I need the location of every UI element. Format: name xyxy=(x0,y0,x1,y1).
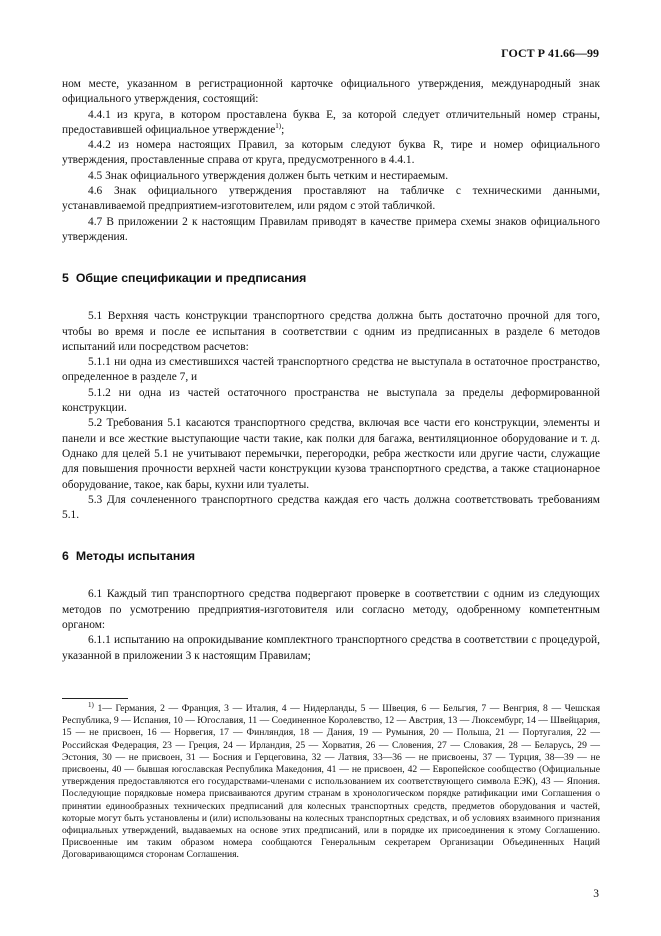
section-5-heading xyxy=(62,270,600,286)
section-5-number: 5 xyxy=(62,271,69,286)
spacer xyxy=(62,523,600,548)
page-number: 3 xyxy=(593,888,599,900)
paragraph-4-5: 4.5 Знак официального утверждения должен быть четким и нестираемым. xyxy=(88,169,449,182)
paragraph-6-1-1: 6.1.1 испытанию на опрокидывание комплектного транспортного средства в соответствии с процедурой, указанной в приложении 3 к настоящим Правилам; xyxy=(62,634,600,662)
spacer xyxy=(62,564,600,587)
paragraph-4-6: 4.6 Знак официального утверждения проставляют на табличке с техническими данными, устанавливаемой предприятием-изготовителем, или рядом с этой табличкой. xyxy=(62,185,600,213)
spacer xyxy=(62,286,600,309)
spacer xyxy=(62,245,600,270)
footnote-text: 1— Германия, 2 — Франция, 3 — Италия, 4 — Нидерланды, 5 — Швеция, 6 — Бельгия, 7 — Венгрия, 8 — Чешская Республика, 9 — Испания, 10 — Югославия, 11 — Соединенное Королевство, 12 — Австрия, 13 — Люксембург, 14 — Швейцария, 15 — не присвоен, 16 — Норвегия, 17 — Финляндия, 18 — Дания, 19 — Румыния, 20 — Польша, 21 — Португалия, 22 — Российская Федерация, 23 — Греция, 24 — Ирландия, 25 — Хорватия, 26 — Словения, 27 — Словакия, 28 — Беларусь, 29 — Эстония, 30 — не присвоен, 31 — Босния и Герцеговина, 32 — Латвия, 33—36 — не присвоены, 37 — Турция, 38—39 — не присвоены, 40 — бывшая югославская Республика Македония, 41 — не присвоен, 42 — Европейское сообщество (Официальные утверждения предоставляются его государствами-членами с использованием их соответствующего символа ЕЭК), 43 — Япония. Последующие порядковые номера присваиваются другим странам в хронологическом порядке ратификации ими Соглашения о принятии единообразных технических предписаний для колесных транспортных средств, предметов оборудования и частей, которые могут быть установлены и (или) использованы на колесных транспортных средствах, и об условиях взаимного признания официальных утверждений, выдаваемых на основе этих предписаний, или в порядке их присоединения к этому Соглашению. Присвоенные им таким образом номера сообщаются Генеральным секретарем Организации Объединенных Наций Договаривающимся сторонам Соглашения. xyxy=(62,702,600,861)
footnote-divider xyxy=(62,698,128,699)
paragraph-4-7: 4.7 В приложении 2 к настоящим Правилам приводят в качестве примера схемы знаков официального утверждения. xyxy=(62,215,600,243)
paragraph-5-1: 5.1 Верхняя часть конструкции транспортного средства должна быть достаточно прочной для того, чтобы во время и после ее испытания в соответствии с одним из предписанных в разделе 6 методов испытаний или посредством расчетов: xyxy=(62,310,600,353)
paragraph-5-2: 5.2 Требования 5.1 касаются транспортного средства, включая все части его конструкции, элементы и панели и все жесткие выступающие части такие, как полки для багажа, вентиляционное оборудование и т. д. Однако для целей 5.1 не учитывают перемычки, перегородки, ребра жесткости или другие части, служащие для повышения прочности верхней части конструкции кузова транспортного средства, а также стационарное оборудование, такое, как бары, кухни или туалеты. xyxy=(62,417,600,491)
standard-header: ГОСТ Р 41.66—99 xyxy=(501,46,599,60)
paragraph-4-4-1 xyxy=(62,108,600,139)
paragraph-4-4-1-suffix: ; xyxy=(281,123,285,136)
section-6-heading xyxy=(62,548,600,564)
paragraph-5-1-2: 5.1.2 ни одна из частей остаточного пространства не выступала за пределы деформированной конструкции. xyxy=(62,386,600,415)
paragraph-5-3: 5.3 Для сочлененного транспортного средства каждая его часть должна соответствовать требованиям 5.1. xyxy=(62,493,600,522)
footnote xyxy=(62,700,600,862)
section-5-title: Общие спецификации и предписания xyxy=(75,271,307,286)
section-6-title: Методы испытания xyxy=(75,549,196,564)
footnote-reference: 1) xyxy=(275,122,282,131)
paragraph-4-4-1-text: 4.4.1 из круга, в котором проставлена буква Е, за которой следует отличительный номер страны, предоставившей официальное утверждение xyxy=(62,108,600,136)
paragraph-6-1: 6.1 Каждый тип транспортного средства подвергают проверке в соответствии с одним из следующих методов по усмотрению предприятия-изготовителя или согласно методу, одобренному компетентным органом: xyxy=(62,588,600,632)
paragraph-continuation: ном месте, указанном в регистрационной карточке официального утверждения, международный знак официального утверждения, состоящий: xyxy=(62,78,600,106)
paragraph-5-1-1: 5.1.1 ни одна из сместившихся частей транспортного средства не выступала в остаточное пространство, определенное в разделе 7, и xyxy=(62,356,600,384)
page-content xyxy=(62,77,600,862)
footnote-marker: 1) xyxy=(88,700,94,709)
section-6-number: 6 xyxy=(62,549,69,564)
paragraph-4-4-2: 4.4.2 из номера настоящих Правил, за которым следуют буква R, тире и номер официального утверждения, проставленные справа от круга, предусмотренного в 4.4.1. xyxy=(62,139,600,167)
